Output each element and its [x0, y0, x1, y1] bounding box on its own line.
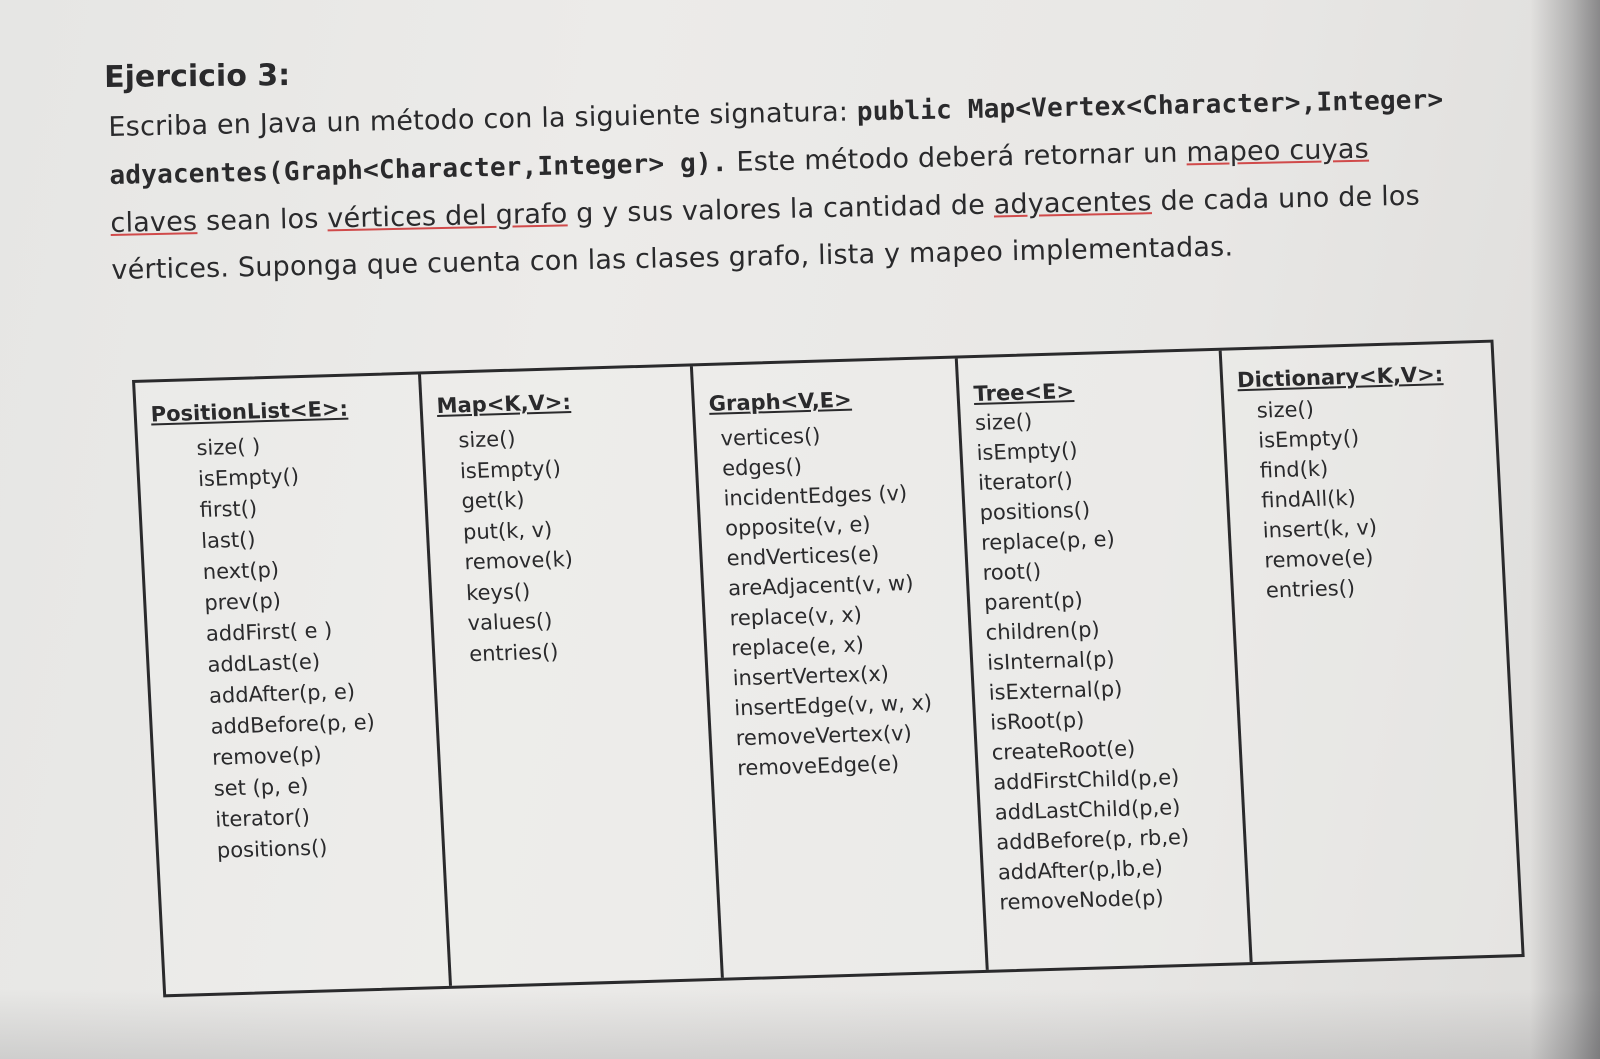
statement-text-2: Este método deberá retornar un [727, 137, 1187, 179]
method-item: isEmpty() [975, 437, 1079, 465]
method-item: iterator() [977, 468, 1074, 495]
method-item: isEmpty() [459, 455, 562, 483]
method-item: insert(k, v) [1262, 515, 1378, 543]
method-item: entries() [468, 638, 559, 666]
method-item: put(k, v) [462, 517, 553, 544]
method-item: edges() [721, 454, 803, 481]
method-item: replace(e, x) [730, 632, 865, 661]
underlined-adyacentes: adyacentes [993, 186, 1153, 221]
method-item: isRoot(p) [989, 707, 1085, 735]
column-dictionary [1222, 343, 1522, 962]
method-item: incidentEdges (v) [723, 481, 908, 511]
method-item: find(k) [1259, 456, 1329, 483]
method-item: iterator() [214, 804, 311, 832]
method-item: keys() [465, 578, 531, 605]
column-tree [958, 351, 1253, 970]
method-item: isEmpty() [197, 464, 300, 492]
method-item: vertices() [719, 423, 821, 451]
method-item: addAfter(p, e) [208, 679, 356, 708]
method-item: positions() [216, 835, 328, 863]
underlined-vertices-grafo: vértices del grafo [327, 198, 568, 235]
method-item: addLast(e) [206, 649, 321, 677]
method-item: remove(k) [463, 547, 574, 575]
column-title-dictionary: Dictionary<K,V>: [1236, 362, 1444, 393]
method-item: isExternal(p) [988, 676, 1123, 705]
method-item: endVertices(e) [726, 541, 880, 571]
method-item: replace(p, e) [980, 526, 1116, 555]
method-item: insertEdge(v, w, x) [733, 690, 933, 721]
column-title-graph: Graph<V,E> [708, 387, 853, 416]
method-item: root() [982, 559, 1042, 585]
method-item: addFirstChild(p,e) [992, 765, 1180, 795]
method-item: prev(p) [203, 588, 282, 615]
method-item: replace(v, x) [729, 602, 863, 631]
page-bottom-shadow [0, 989, 1600, 1059]
method-item: parent(p) [983, 587, 1084, 615]
method-item: findAll(k) [1260, 485, 1357, 513]
method-item: size( ) [195, 434, 261, 461]
statement-text-3: sean los [196, 203, 328, 238]
column-graph [693, 358, 989, 977]
method-item: size() [457, 426, 517, 453]
exercise-heading: Ejercicio 3: [104, 58, 291, 95]
method-item: removeVertex(v) [735, 721, 913, 751]
method-item: first() [199, 496, 258, 523]
method-item: createRoot(e) [991, 736, 1136, 765]
api-reference-table [132, 340, 1525, 998]
underlined-mapeo-claves: mapeo cuyas claves [110, 133, 1370, 239]
method-item: addLastChild(p,e) [994, 795, 1181, 825]
method-item: addAfter(p,lb,e) [997, 855, 1164, 885]
method-item: addBefore(p, e) [210, 709, 376, 739]
method-item: opposite(v, e) [724, 512, 872, 541]
method-item: addBefore(p, rb,e) [995, 824, 1190, 855]
method-item: set (p, e) [213, 773, 310, 801]
method-item: values() [467, 608, 553, 636]
method-item: entries() [1265, 575, 1356, 603]
method-item: children(p) [985, 617, 1101, 645]
column-title-positionlist: PositionList<E>: [150, 396, 349, 427]
method-item: next(p) [202, 557, 280, 584]
column-title-map: Map<K,V>: [436, 390, 572, 418]
statement-text-4: g y sus valores la cantidad de [567, 189, 995, 230]
method-item: remove(p) [211, 742, 323, 770]
method-item: size() [1256, 396, 1315, 423]
method-item: size() [974, 409, 1033, 435]
page-edge-shadow [1530, 0, 1600, 1059]
method-item: areAdjacent(v, w) [727, 570, 915, 601]
column-map [421, 366, 724, 985]
statement-text-5: de cada uno de los vértices. Suponga que cuenta con las clases grafo, lista y mapeo implementadas. [111, 180, 1421, 286]
method-item: isInternal(p) [986, 646, 1116, 675]
method-item: isEmpty() [1257, 425, 1360, 453]
method-item: addFirst( e ) [205, 618, 333, 646]
method-signature: public Map<Vertex<Character>,Integer> adyacentes(Graph<Character,Integer> g). [109, 85, 1444, 191]
method-item: last() [200, 527, 257, 554]
column-positionlist [135, 374, 452, 994]
method-item: positions() [979, 497, 1091, 525]
exercise-statement [108, 76, 1462, 294]
method-item: removeNode(p) [998, 885, 1165, 915]
column-title-tree: Tree<E> [972, 379, 1075, 407]
method-item: removeEdge(e) [736, 751, 900, 781]
method-item: insertVertex(x) [732, 661, 890, 691]
method-item: get(k) [460, 487, 526, 514]
statement-text-1: Escriba en Java un método con la siguiente signatura: [108, 96, 858, 143]
method-item: remove(e) [1263, 545, 1374, 573]
